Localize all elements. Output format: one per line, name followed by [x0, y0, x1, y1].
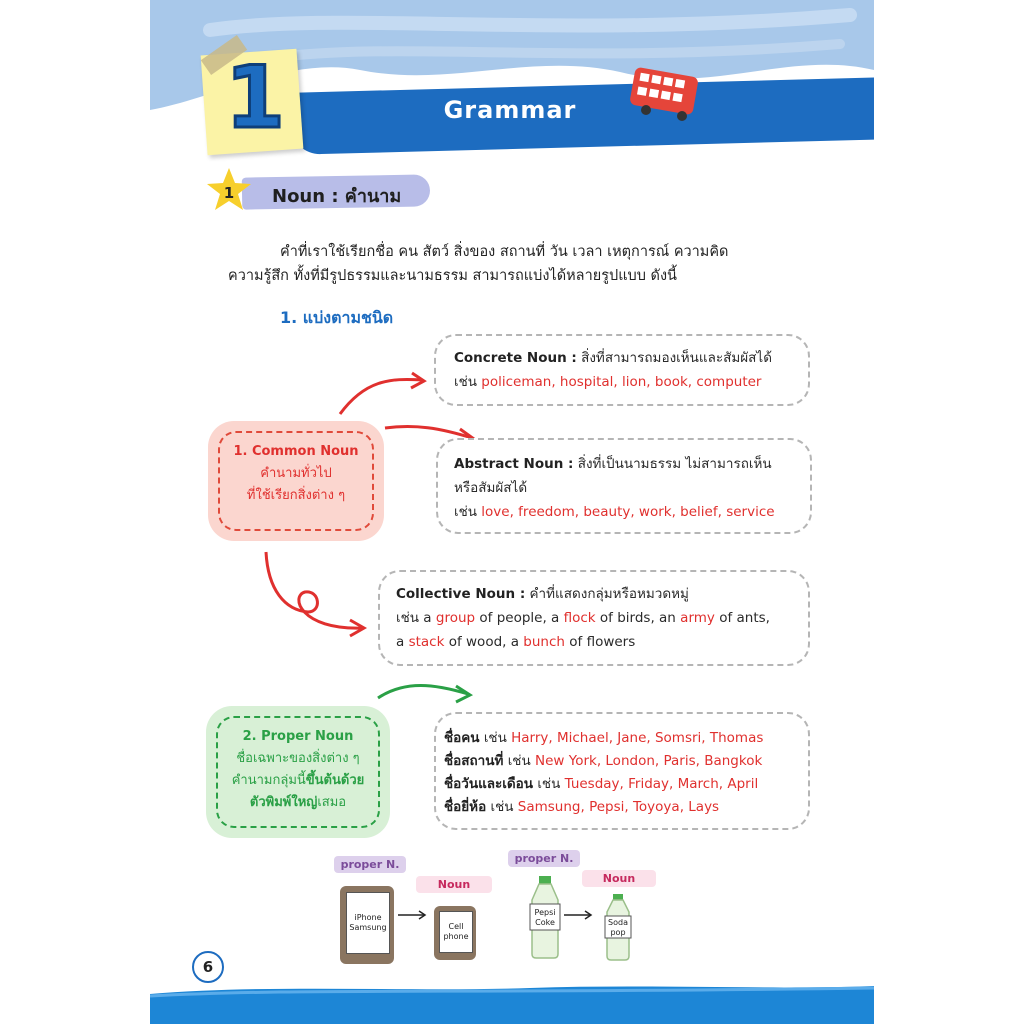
proper-noun-line-2b: ขึ้นต้นด้วย	[305, 773, 365, 788]
tag-proper-phone: proper N.	[334, 856, 406, 873]
concrete-label: Concrete Noun :	[454, 350, 577, 366]
bottom-wave	[150, 960, 874, 1024]
proper-example-row: ชื่อวันและเดือน เช่น Tuesday, Friday, March, April	[444, 776, 759, 792]
collective-text: of people, a	[475, 610, 564, 626]
abstract-noun-box	[436, 438, 812, 534]
intro-line-2: ความรู้สึก ทั้งที่มีรูปธรรมและนามธรรม สามารถแบ่งได้หลายรูปแบบ ดังนี้	[228, 268, 677, 284]
common-noun-line-1: คำนามทั่วไป	[260, 466, 332, 481]
collective-eg: เช่น	[396, 610, 424, 626]
chapter-title: Grammar	[443, 96, 577, 124]
concrete-noun-box	[434, 334, 810, 406]
proper-example-row: ชื่อยี่ห้อ เช่น Samsung, Pepsi, Toyoya, Lays	[444, 799, 720, 815]
collective-word-flock: flock	[563, 610, 596, 626]
tag-noun-bottle: Noun	[582, 870, 656, 887]
arrow-to-proper-examples	[378, 686, 468, 699]
phone-proper-device	[340, 886, 394, 964]
bottle-proper-label: Pepsi Coke	[534, 908, 556, 927]
proper-noun-line-1: ชื่อเฉพาะของสิ่งต่าง ๆ	[236, 751, 360, 766]
section-title: Noun : คำนาม	[272, 186, 402, 207]
proper-noun-title: 2. Proper Noun	[242, 729, 354, 744]
arrow-to-concrete	[340, 379, 422, 414]
collective-text: of birds, an	[595, 610, 681, 626]
concrete-desc: สิ่งที่สามารถมองเห็นและสัมผัสได้	[576, 350, 772, 366]
collective-word-bunch: bunch	[523, 634, 565, 650]
collective-word-group: group	[435, 610, 476, 626]
abstract-desc-2: หรือสัมผัสได้	[454, 480, 528, 496]
subheading: 1. แบ่งตามชนิด	[280, 308, 394, 327]
proper-example-row: ชื่อสถานที่ เช่น New York, London, Paris, Bangkok	[444, 753, 763, 769]
phone-noun-device	[434, 906, 476, 960]
collective-text: a	[396, 634, 409, 650]
proper-noun-line-3a: ตัวพิมพ์ใหญ่	[249, 795, 318, 810]
collective-word-stack: stack	[408, 634, 445, 650]
common-noun-title: 1. Common Noun	[233, 444, 359, 459]
common-noun-box	[218, 431, 374, 531]
textbook-page	[150, 0, 874, 1024]
collective-text: of ants,	[714, 610, 770, 626]
proper-examples-box	[434, 712, 810, 830]
collective-label: Collective Noun :	[396, 586, 526, 602]
phone-proper-label: iPhone Samsung	[346, 892, 390, 954]
abstract-label: Abstract Noun :	[454, 456, 574, 472]
collective-text: of wood, a	[444, 634, 524, 650]
arrow-to-collective	[266, 552, 362, 628]
collective-text: a	[423, 610, 436, 626]
tag-proper-bottle: proper N.	[508, 850, 580, 867]
collective-text: of flowers	[564, 634, 636, 650]
chapter-number: 1	[225, 48, 285, 148]
common-noun-line-2: ที่ใช้เรียกสิ่งต่าง ๆ	[246, 488, 346, 503]
concrete-examples: policeman, hospital, lion, book, computer	[481, 374, 762, 390]
bottle-noun-label: Soda pop	[608, 918, 628, 937]
intro-line-1: คำที่เราใช้เรียกชื่อ คน สัตว์ สิ่งของ สถานที่ วัน เวลา เหตุการณ์ ความคิด	[280, 244, 729, 260]
abstract-eg: เช่น	[454, 504, 482, 520]
collective-word-army: army	[680, 610, 715, 626]
arrow-to-abstract	[385, 426, 472, 438]
collective-desc: คำที่แสดงกลุ่มหรือหมวดหมู่	[525, 586, 689, 602]
abstract-examples: love, freedom, beauty, work, belief, service	[481, 504, 775, 520]
abstract-desc: สิ่งที่เป็นนามธรรม ไม่สามารถเห็น	[573, 456, 772, 472]
proper-noun-line-3b: เสมอ	[317, 795, 347, 810]
phone-noun-label: Cell phone	[439, 911, 473, 953]
proper-example-row: ชื่อคน เช่น Harry, Michael, Jane, Somsri, Thomas	[444, 730, 764, 746]
proper-noun-line-2a: คำนามกลุ่มนี้	[231, 773, 306, 788]
collective-noun-box	[378, 570, 810, 666]
page-number: 6	[192, 951, 224, 983]
proper-noun-box	[216, 716, 380, 828]
tag-noun-phone: Noun	[416, 876, 492, 893]
section-number: 1	[223, 184, 235, 202]
concrete-eg: เช่น	[454, 374, 482, 390]
